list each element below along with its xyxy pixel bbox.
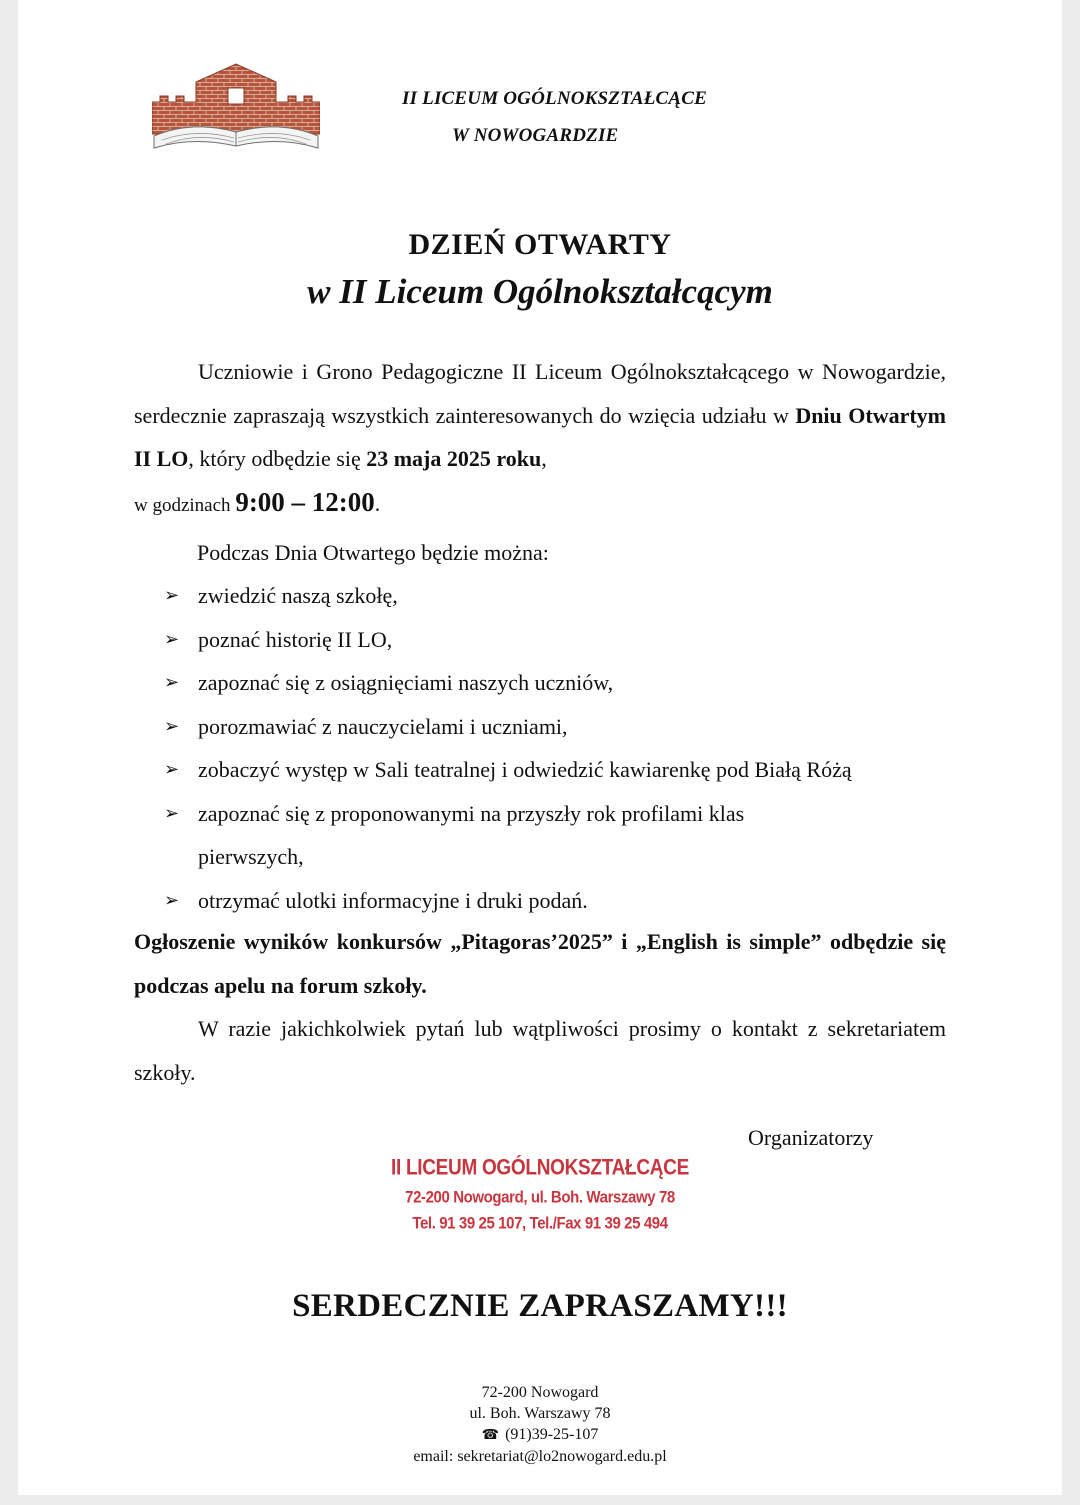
invitation-paragraph [134,350,946,527]
list-item: ➢ porozmawiać z nauczycielami i uczniami, [164,705,964,749]
page-title: DZIEŃ OTWARTY [408,228,672,261]
footer-street: ul. Boh. Warszawy 78 [469,1405,611,1422]
contact-text: W razie jakichkolwiek pytań lub wątpliwości prosimy o kontakt z sekretariatem szkoły. [134,1016,946,1085]
list-item: ➢ zapoznać się z osiągnięciami naszych uczniów, [164,661,964,705]
arrow-bullet-icon: ➢ [164,759,180,780]
list-item: ➢ otrzymać ulotki informacyjne i druki podań. [164,879,964,923]
event-hours: 9:00 – 12:00 [235,486,375,517]
footer-phone [0,1424,1080,1446]
footer-phone-number: (91)39-25-107 [505,1426,599,1443]
school-name-line2: W NOWOGARDZIE [452,125,619,146]
school-name-line1: II LICEUM OGÓLNOKSZTAŁCĄCE [402,88,708,109]
invitation-text-2: , który odbędzie się [188,446,367,471]
contact-paragraph [134,1007,946,1094]
event-date: 23 maja 2025 roku [366,446,542,471]
list-item: ➢ poznać historię II LO, [164,618,964,662]
list-item: ➢ zapoznać się z proponowanymi na przyszły rok profilami klas pierwszych, [164,792,818,879]
closing-invitation: SERDECZNIE ZAPRASZAMY!!! [292,1288,788,1324]
list-item: ➢ zwiedzić naszą szkołę, [164,574,964,618]
footer-address [0,1382,1080,1467]
contest-notice: Ogłoszenie wyników konkursów „Pitagoras’2025” i „English is simple” odbędzie się podczas apelu na forum szkoły. [134,929,946,998]
school-stamp [380,1153,700,1237]
arrow-bullet-icon: ➢ [164,715,180,737]
activities-list [164,574,964,922]
footer-email: email: sekretariat@lo2nowogard.edu.pl [413,1448,667,1465]
stamp-school-name: II LICEUM OGÓLNOKSZTAŁCĄCE [391,1156,689,1181]
invitation-text-3: , [541,446,547,471]
invitation-period: . [374,490,381,516]
arrow-bullet-icon: ➢ [164,628,180,650]
hours-label: w godzinach [134,494,236,516]
footer-city: 72-200 Nowogard [481,1384,599,1401]
school-logo-icon [152,62,320,150]
phone-icon: ☎ [481,1427,500,1443]
signature-organizers: Organizatorzy [748,1125,874,1150]
event-name: Dniu Otwartym II LO [134,402,946,471]
arrow-bullet-icon: ➢ [164,585,180,606]
page-subtitle: w II Liceum Ogólnokształcącym [307,272,773,311]
stamp-phones: Tel. 91 39 25 107, Tel./Fax 91 39 25 494 [412,1214,668,1233]
arrow-bullet-icon: ➢ [164,672,180,693]
list-item: ➢ zobaczyć występ w Sali teatralnej i odwiedzić kawiarenkę pod Białą Różą [164,748,964,792]
stamp-address: 72-200 Nowogard, ul. Boh. Warszawy 78 [405,1188,675,1207]
arrow-bullet-icon: ➢ [164,802,180,824]
arrow-bullet-icon: ➢ [164,889,180,911]
invitation-text: Uczniowie i Grono Pedagogiczne II Liceum Ogólnokształcącego w Nowogardzie, serdecznie zapraszają wszystkich zainteresowanych do wzięcia udziału w [134,359,946,428]
activities-intro: Podczas Dnia Otwartego będzie można: [197,540,549,565]
